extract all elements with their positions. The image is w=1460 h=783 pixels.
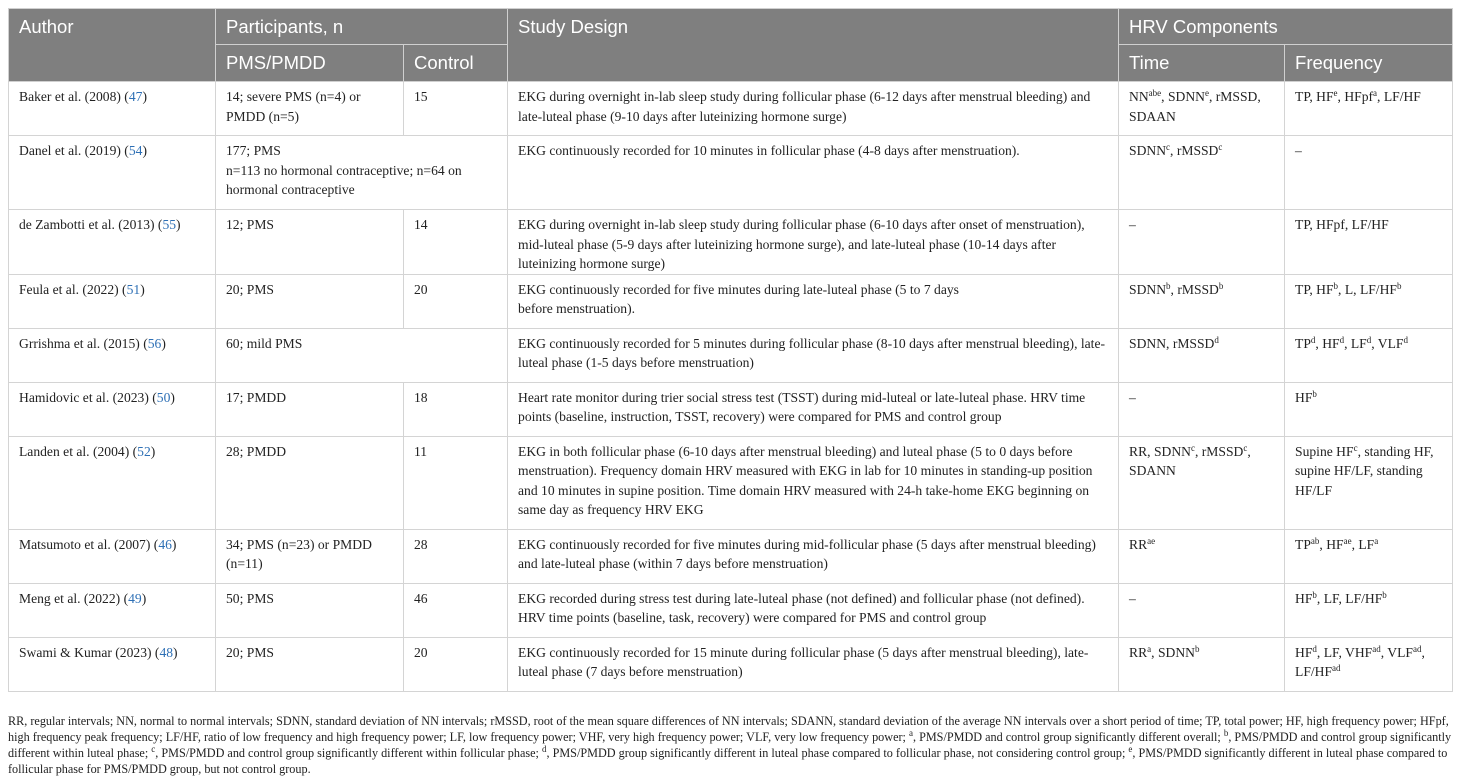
cell-frequency: TP, $HF^b$, L, $LF/HF^b$ xyxy=(1285,274,1453,328)
reference-link[interactable]: 46 xyxy=(158,536,172,552)
cell-time: SDNN$^c$, rMSSD$^c$ xyxy=(1119,136,1285,210)
cell-pms-pmdd: 20; PMS xyxy=(216,274,404,328)
header-study-design: Study Design xyxy=(508,9,1119,82)
cell-author: Baker et al. (2008) (47) xyxy=(9,82,216,136)
table-body xyxy=(9,82,1453,692)
cell-frequency: $TP^{ab}$, $HF^{ae}$, $LF^a$ xyxy=(1285,529,1453,583)
cell-control: 28 xyxy=(404,529,508,583)
cell-study-design: EKG during overnight in-lab sleep study during follicular phase (6-10 days after onset of menstruation), mid-luteal phase (5-9 days after luteinizing hormone surge), and late-luteal phase (10-14 days after luteinizing hormone surge) xyxy=(508,210,1119,275)
header-time: Time xyxy=(1119,45,1285,82)
cell-control: 20 xyxy=(404,274,508,328)
cell-control: 20 xyxy=(404,637,508,691)
table-row xyxy=(9,136,1453,210)
cell-time: SDNN$^b$, rMSSD$^b$ xyxy=(1119,274,1285,328)
cell-author: de Zambotti et al. (2013) (55) xyxy=(9,210,216,275)
cell-frequency: Supine $HF^c$, standing HF, supine HF/LF, standing HF/LF xyxy=(1285,436,1453,529)
reference-link[interactable]: 56 xyxy=(147,335,162,351)
header-pms-pmdd: PMS/PMDD xyxy=(216,45,404,82)
table-footnote: RR, regular intervals; NN, normal to normal intervals; SDNN, standard deviation of NN intervals; rMSSD, root of the mean square differences of NN intervals; SDANN, standard deviation of the average NN intervals over a short period of time; TP, total power; HF, high frequency power; HFpf, high frequency peak frequency; LF/HF, ratio of low frequency and high frequency power; LF, low frequency power; VHF, very high frequency power; VLF, very low frequency power; $^a$, PMS/PMDD and control group significantly different overall; $^b$, PMS/PMDD and control group significantly different within luteal phase; $^c$, PMS/PMDD and control group significantly different within follicular phase; $^d$, PMS/PMDD group significantly different in luteal phase compared to follicular phase, not considering control group; $^e$, PMS/PMDD significantly different in luteal phase compared to follicular phase for PMS/PMDD group, but not control group. xyxy=(8,714,1452,776)
cell-participants: 60; mild PMS xyxy=(216,328,508,382)
cell-author: Matsumoto et al. (2007) (46) xyxy=(9,529,216,583)
cell-frequency: $HF^d$, LF, $VHF^{ad}$, $VLF^{ad}$, $LF/HF^{ad}$ xyxy=(1285,637,1453,691)
reference-link[interactable]: 55 xyxy=(162,217,177,232)
table-row xyxy=(9,436,1453,529)
reference-link[interactable]: 47 xyxy=(128,89,143,104)
header-control: Control xyxy=(404,45,508,82)
cell-study-design: EKG continuously recorded for 15 minute during follicular phase (5 days after menstrual bleeding), late-luteal phase (7 days before menstruation) xyxy=(508,637,1119,691)
reference-link[interactable]: 52 xyxy=(137,443,151,459)
cell-participants: 177; PMS n=113 no hormonal contraceptive; n=64 on hormonal contraceptive xyxy=(216,136,508,210)
cell-frequency: $HF^b$ xyxy=(1285,382,1453,436)
cell-study-design: EKG during overnight in-lab sleep study during follicular phase (6-12 days after menstrual bleeding) and late-luteal phase (9-10 days after luteinizing hormone surge) xyxy=(508,82,1119,136)
cell-frequency: $HF^b$, LF, $LF/HF^b$ xyxy=(1285,583,1453,637)
cell-study-design: EKG in both follicular phase (6-10 days after menstrual bleeding) and luteal phase (5 to 0 days before menstruation). Frequency domain HRV measured with EKG in lab for 10 minutes in standing-up position and 10 minutes in supine position. Time domain HRV measured with 24-h take-home EKG beginning on same day as frequency HRV EKG xyxy=(508,436,1119,529)
reference-link[interactable]: 50 xyxy=(156,389,171,405)
cell-time: $RR^{ae}$ xyxy=(1119,529,1285,583)
header-frequency: Frequency xyxy=(1285,45,1453,82)
header-hrv-components: HRV Components xyxy=(1119,9,1453,45)
cell-control: 14 xyxy=(404,210,508,275)
cell-time: – xyxy=(1119,210,1285,275)
cell-control: 11 xyxy=(404,436,508,529)
cell-study-design: EKG continuously recorded for 5 minutes during follicular phase (8-10 days after menstrual bleeding), late-luteal phase (1-5 days before menstruation) xyxy=(508,328,1119,382)
cell-study-design: EKG recorded during stress test during late-luteal phase (not defined) and follicular phase (not defined). HRV time points (baseline, task, recovery) were compared for PMS and control group xyxy=(508,583,1119,637)
table-row xyxy=(9,529,1453,583)
cell-control: 46 xyxy=(404,583,508,637)
cell-pms-pmdd: 12; PMS xyxy=(216,210,404,275)
cell-author: Hamidovic et al. (2023) (50) xyxy=(9,382,216,436)
reference-link[interactable]: 48 xyxy=(159,644,174,660)
cell-time: RR, SDNN$^c$, rMSSD$^c$, SDANN xyxy=(1119,436,1285,529)
table-row xyxy=(9,210,1453,275)
reference-link[interactable]: 51 xyxy=(126,281,141,297)
cell-time: – xyxy=(1119,382,1285,436)
cell-time: $NN^{abe}$, SDNN$^e$, rMSSD, SDAAN xyxy=(1119,82,1285,136)
cell-pms-pmdd: 14; severe PMS (n=4) or PMDD (n=5) xyxy=(216,82,404,136)
table-container xyxy=(8,8,1452,692)
cell-study-design: EKG continuously recorded for five minutes during late-luteal phase (5 to 7 days before menstruation). xyxy=(508,274,1119,328)
table-row xyxy=(9,274,1453,328)
header-author: Author xyxy=(9,9,216,82)
reference-link[interactable]: 49 xyxy=(128,590,142,606)
cell-pms-pmdd: 20; PMS xyxy=(216,637,404,691)
cell-pms-pmdd: 17; PMDD xyxy=(216,382,404,436)
cell-time: SDNN, rMSSD$^d$ xyxy=(1119,328,1285,382)
table-row xyxy=(9,583,1453,637)
hrv-studies-table xyxy=(8,8,1453,692)
header-participants: Participants, n xyxy=(216,9,508,45)
cell-author: Landen et al. (2004) (52) xyxy=(9,436,216,529)
cell-frequency: – xyxy=(1285,136,1453,210)
cell-time: – xyxy=(1119,583,1285,637)
cell-study-design: Heart rate monitor during trier social stress test (TSST) during mid-luteal or late-luteal phase. HRV time points (baseline, instruction, TSST, recovery) were compared for PMS and control group xyxy=(508,382,1119,436)
table-row xyxy=(9,328,1453,382)
cell-pms-pmdd: 34; PMS (n=23) or PMDD (n=11) xyxy=(216,529,404,583)
table-row xyxy=(9,82,1453,136)
cell-study-design: EKG continuously recorded for five minutes during mid-follicular phase (5 days after menstrual bleeding) and late-luteal phase (within 7 days before menstruation) xyxy=(508,529,1119,583)
cell-author: Swami & Kumar (2023) (48) xyxy=(9,637,216,691)
cell-pms-pmdd: 50; PMS xyxy=(216,583,404,637)
cell-author: Grrishma et al. (2015) (56) xyxy=(9,328,216,382)
cell-study-design: EKG continuously recorded for 10 minutes in follicular phase (4-8 days after menstruation). xyxy=(508,136,1119,210)
cell-author: Danel et al. (2019) (54) xyxy=(9,136,216,210)
cell-control: 15 xyxy=(404,82,508,136)
reference-link[interactable]: 54 xyxy=(128,143,143,158)
table-row xyxy=(9,382,1453,436)
cell-time: $RR^a$, SDNN$^b$ xyxy=(1119,637,1285,691)
table-row xyxy=(9,637,1453,691)
cell-author: Meng et al. (2022) (49) xyxy=(9,583,216,637)
cell-frequency: TP, HFpf, LF/HF xyxy=(1285,210,1453,275)
cell-frequency: $TP^d$, $HF^d$, $LF^d$, VLF$^d$ xyxy=(1285,328,1453,382)
cell-control: 18 xyxy=(404,382,508,436)
cell-author: Feula et al. (2022) (51) xyxy=(9,274,216,328)
cell-frequency: TP, $HF^e$, HFpf$^a$, LF/HF xyxy=(1285,82,1453,136)
cell-pms-pmdd: 28; PMDD xyxy=(216,436,404,529)
